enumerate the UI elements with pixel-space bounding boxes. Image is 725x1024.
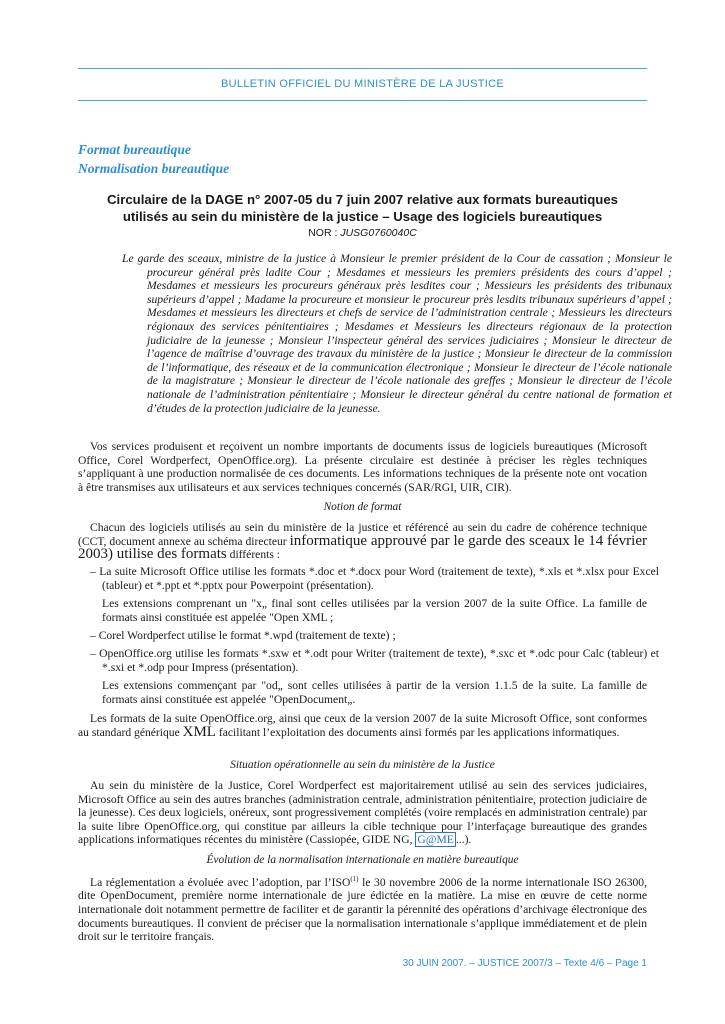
evolution-paragraph <box>78 873 647 944</box>
section-heading-situation: Situation opérationnelle au sein du ministère de la Justice <box>230 759 495 771</box>
nor-reference <box>78 227 647 239</box>
section-heading-evolution: Évolution de la normalisation internationale en matière bureautique <box>206 854 519 866</box>
bulletin-header: BULLETIN OFFICIEL DU MINISTÈRE DE LA JUSTICE <box>221 78 504 90</box>
closing-b: facilitant l’exploitation des documents ainsi formés par les applications informatiques. <box>218 725 620 739</box>
header-top-rule <box>78 68 647 69</box>
evolution-a: La réglementation a évoluée avec l’adoption, par l’ISO <box>90 875 351 889</box>
closing-a: Les formats de la suite OpenOffice.org, ainsi que ceux de la version 2007 de la suite Microsoft Office, sont conformes au standard générique <box>78 712 647 739</box>
format-paragraph <box>78 521 647 562</box>
nor-label: NOR : <box>308 227 341 239</box>
rubric-normalisation: Normalisation bureautique <box>78 161 230 176</box>
format-paragraph-b: informatique approuvé par le garde des sceaux le 14 février 2003) utilise des formats <box>78 532 647 563</box>
bullet-wordperfect: – Corel Wordperfect utilise le format *.wpd (traitement de texte) ; <box>90 629 396 642</box>
evolution-b: le 30 novembre 2006 de la norme internationale ISO 26300, dite OpenDocument, première norme internationale de jure édictée en la matière. La mise en œuvre de cette norme internationale doit notamment permettre de faciliter et de garantir la pérennité des opérations d’archivage électronique des documents bureautiques. Il convient de préciser que la normalisation internationale s’applique immédiatement et de plein droit sur le territoire français. <box>78 875 647 944</box>
subpara-open-xml: Les extensions comprenant un "x„ final sont celles utilisées par la version 2007 de la suite Office. La famille de formats ainsi constituée est appelée "Open XML ; <box>102 597 647 624</box>
addressees-paragraph: Le garde des sceaux, ministre de la justice à Monsieur le premier président de la Cour de cassation ; Monsieur le procureur général près ladite Cour ; Mesdames et messieurs les premiers présidents des cours d’appel ; Mesdames et messieurs les procureurs généraux près lesdites cour ; Messieurs les présidents des tribunaux supérieurs d’appel ; Madame la procureure et monsieur le procureur près lesdits tribunaux supérieurs d’appel ; Mesdames et messieurs les directeurs et chefs de service de l’administration centrale ; Messieurs les directeurs régionaux des services pénitentiaires ; Mesdames et Messieurs les directeurs régionaux de la protection judiciaire de la jeunesse ; Monsieur l’inspecteur général des services judiciaires ; Monsieur le directeur de l’agence de maîtrise d’ouvrage des travaux du ministère de la justice ; Monsieur le directeur de la commission de l’informatique, des réseaux et de la communication électronique ; Monsieur le directeur de l’école nationale de la magistrature ; Monsieur le directeur de l’école nationale des greffes ; Monsieur le directeur de l’école nationale de l’administration pénitentiaire ; Monsieur le directeur général du centre national de formation et d’études de la protection judiciaire de la jeunesse. <box>122 252 672 415</box>
situation-text: Au sein du ministère de la Justice, Corel Wordperfect est majoritairement utilisé au sein des services judiciaires, Microsoft Office au sein des autres branches (administration centrale, administration pénitentiaire, protection judiciaire de la jeunesse). Ces deux logiciels, onéreux, sont progressivement complétés (voire remplacés en administration centrale) par la suite libre OpenOffice.org, qui constitue par ailleurs la cible technique pour l’interfaçage bureautique des grandes applications informatiques récentes du ministère (Cassiopée, GIDE NG, <box>78 779 647 847</box>
bullet-microsoft-office: – La suite Microsoft Office utilise les formats *.doc et *.docx pour Word (traitement de texte), *.xls et *.xlsx pour Excel (tableur) et *.ppt et *.pptx pour Powerpoint (présentation). <box>90 565 659 592</box>
situation-end: ...). <box>455 833 472 847</box>
footnote-ref[interactable]: (1) <box>350 875 359 883</box>
rubric-format: Format bureautique <box>78 142 191 157</box>
game-link[interactable]: G@ME <box>417 833 454 847</box>
section-heading-format: Notion de format <box>323 501 402 513</box>
circular-title <box>78 191 647 225</box>
formats-closing-paragraph <box>78 712 647 739</box>
format-paragraph-c: différents : <box>229 548 280 562</box>
title-line-2: utilisés au sein du ministère de la justice – Usage des logiciels bureautiques <box>122 209 603 224</box>
subpara-opendocument: Les extensions commençant par "od„ sont celles utilisées à partir de la version 1.1.5 de la suite. La famille de formats ainsi constituée est appelée "OpenDocument„. <box>102 679 647 706</box>
nor-value: JUSG0760040C <box>340 227 417 239</box>
closing-xml: XML <box>182 723 216 740</box>
title-line-1: Circulaire de la DAGE n° 2007-05 du 7 juin 2007 relative aux formats bureautiques <box>107 192 618 207</box>
situation-paragraph <box>78 779 647 847</box>
intro-paragraph: Vos services produisent et reçoivent un nombre importants de documents issus de logiciels bureautiques (Microsoft Office, Corel Wordperfect, OpenOffice.org). La présente circulaire est destinée à préciser les règles techniques s’appliquant à une production normalisée de ces documents. Les informations techniques de la présente note ont vocation à être transmises aux utilisateurs et aux services techniques concernés (SAR/RGI, UIR, CIR). <box>78 440 647 494</box>
bullet-openoffice: – OpenOffice.org utilise les formats *.sxw et *.odt pour Writer (traitement de texte), *.sxc et *.odc pour Calc (tableur) et *.sxi et *.odp pour Impress (présentation). <box>90 647 659 674</box>
header-bottom-rule <box>78 100 647 101</box>
format-paragraph-a: Chacun des logiciels utilisés au sein du ministère de la justice et référencé au sein du cadre de cohérence technique (CCT, document annexe au schéma directeur <box>78 521 647 548</box>
page-footer: 30 JUIN 2007. – JUSTICE 2007/3 – Texte 4/6 – Page 1 <box>402 958 647 969</box>
